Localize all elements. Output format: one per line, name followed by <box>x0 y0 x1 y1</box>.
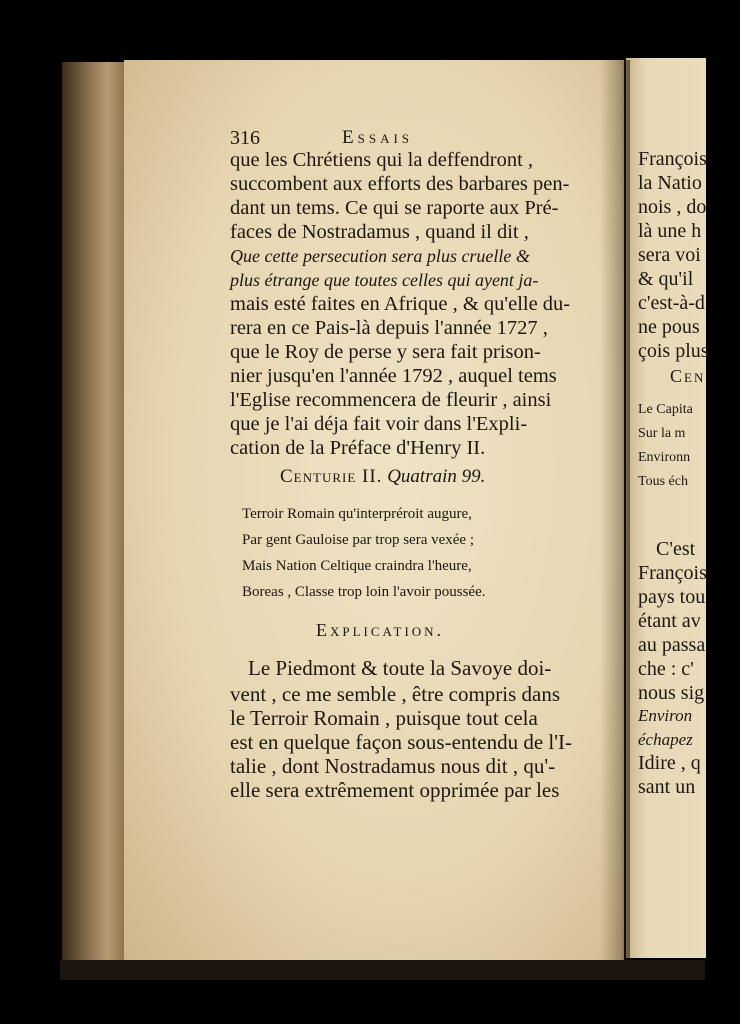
verse-line: Terroir Romain qu'interpréroit augure, <box>242 506 472 522</box>
text-line: mais esté faites en Afrique , & qu'elle du- <box>230 293 571 315</box>
right-line: au passa <box>638 634 706 656</box>
section-heading <box>280 466 485 488</box>
right-line: & qu'il <box>638 268 694 290</box>
book-bottom-edge <box>60 960 705 980</box>
text-line: succombent aux efforts des barbares pen- <box>230 173 570 195</box>
right-line: Sur la m <box>638 426 686 441</box>
verse-line: Mais Nation Celtique craindra l'heure, <box>242 558 472 574</box>
right-line: Idire , q <box>638 752 701 774</box>
right-line: pays tou <box>638 586 706 608</box>
running-title: Essais <box>342 127 414 148</box>
right-line: François <box>638 148 707 170</box>
right-line: sant un <box>638 776 696 798</box>
text-line: dant un tems. Ce qui se raporte aux Pré- <box>230 197 559 219</box>
text-line: que je l'ai déja fait voir dans l'Expli- <box>230 413 528 435</box>
book-gutter <box>600 60 630 965</box>
right-line: che : c' <box>638 658 694 680</box>
right-line: c'est-à-d <box>638 292 705 314</box>
page-number: 316 <box>230 127 260 149</box>
text-line: que le Roy de perse y sera fait prison- <box>230 341 541 363</box>
text-line: Le Piedmont & toute la Savoye doi- <box>248 656 552 680</box>
text-line: elle sera extrêmement opprimée par les <box>230 778 560 802</box>
right-line: C'est <box>656 538 696 560</box>
text-line-italic: Que cette persecution sera plus cruelle & <box>230 246 530 266</box>
text-line: talie , dont Nostradamus nous dit , qu'- <box>230 754 556 778</box>
text-line: vent , ce me semble , être compris dans <box>230 682 561 706</box>
text-line: rera en ce Pais-là depuis l'année 1727 , <box>230 317 548 339</box>
text-line: l'Eglise recommencera de fleurir , ainsi <box>230 389 552 411</box>
right-line: là une h <box>638 220 702 242</box>
verse-line: Par gent Gauloise par trop sera vexée ; <box>242 532 474 548</box>
right-line: Tous éch <box>638 474 688 489</box>
right-line-italic: échapez <box>638 730 693 749</box>
right-line: ne pous <box>638 316 700 338</box>
right-line: Environn <box>638 450 691 465</box>
right-line: Le Capita <box>638 402 693 417</box>
right-line-italic: Environ <box>638 706 693 725</box>
right-line: çois plus <box>638 340 709 362</box>
right-line: nous sig <box>638 682 705 704</box>
centurie-label: Centurie II. <box>280 466 383 487</box>
text-line: nier jusqu'en l'année 1792 , auquel tems <box>230 365 557 387</box>
text-line: le Terroir Romain , puisque tout cela <box>230 706 538 730</box>
verse-line: Boreas , Classe trop loin l'avoir poussée. <box>242 584 486 600</box>
right-line: étant av <box>638 610 701 632</box>
text-line: cation de la Préface d'Henry II. <box>230 437 486 459</box>
right-line: sera voi <box>638 244 701 266</box>
quatrain-label: Quatrain 99. <box>387 466 486 487</box>
right-line: la Natio <box>638 172 702 194</box>
text-line: faces de Nostradamus , quand il dit , <box>230 221 529 243</box>
text-line-italic: plus étrange que toutes celles qui ayent ja- <box>230 270 539 290</box>
explication-heading: Explication. <box>316 620 445 640</box>
text-line: que les Chrétiens qui la deffendront , <box>230 149 534 171</box>
right-line: Cen <box>670 366 706 386</box>
right-line: François <box>638 562 707 584</box>
right-line: nois , do <box>638 196 707 218</box>
text-line: est en quelque façon sous-entendu de l'I- <box>230 730 572 754</box>
